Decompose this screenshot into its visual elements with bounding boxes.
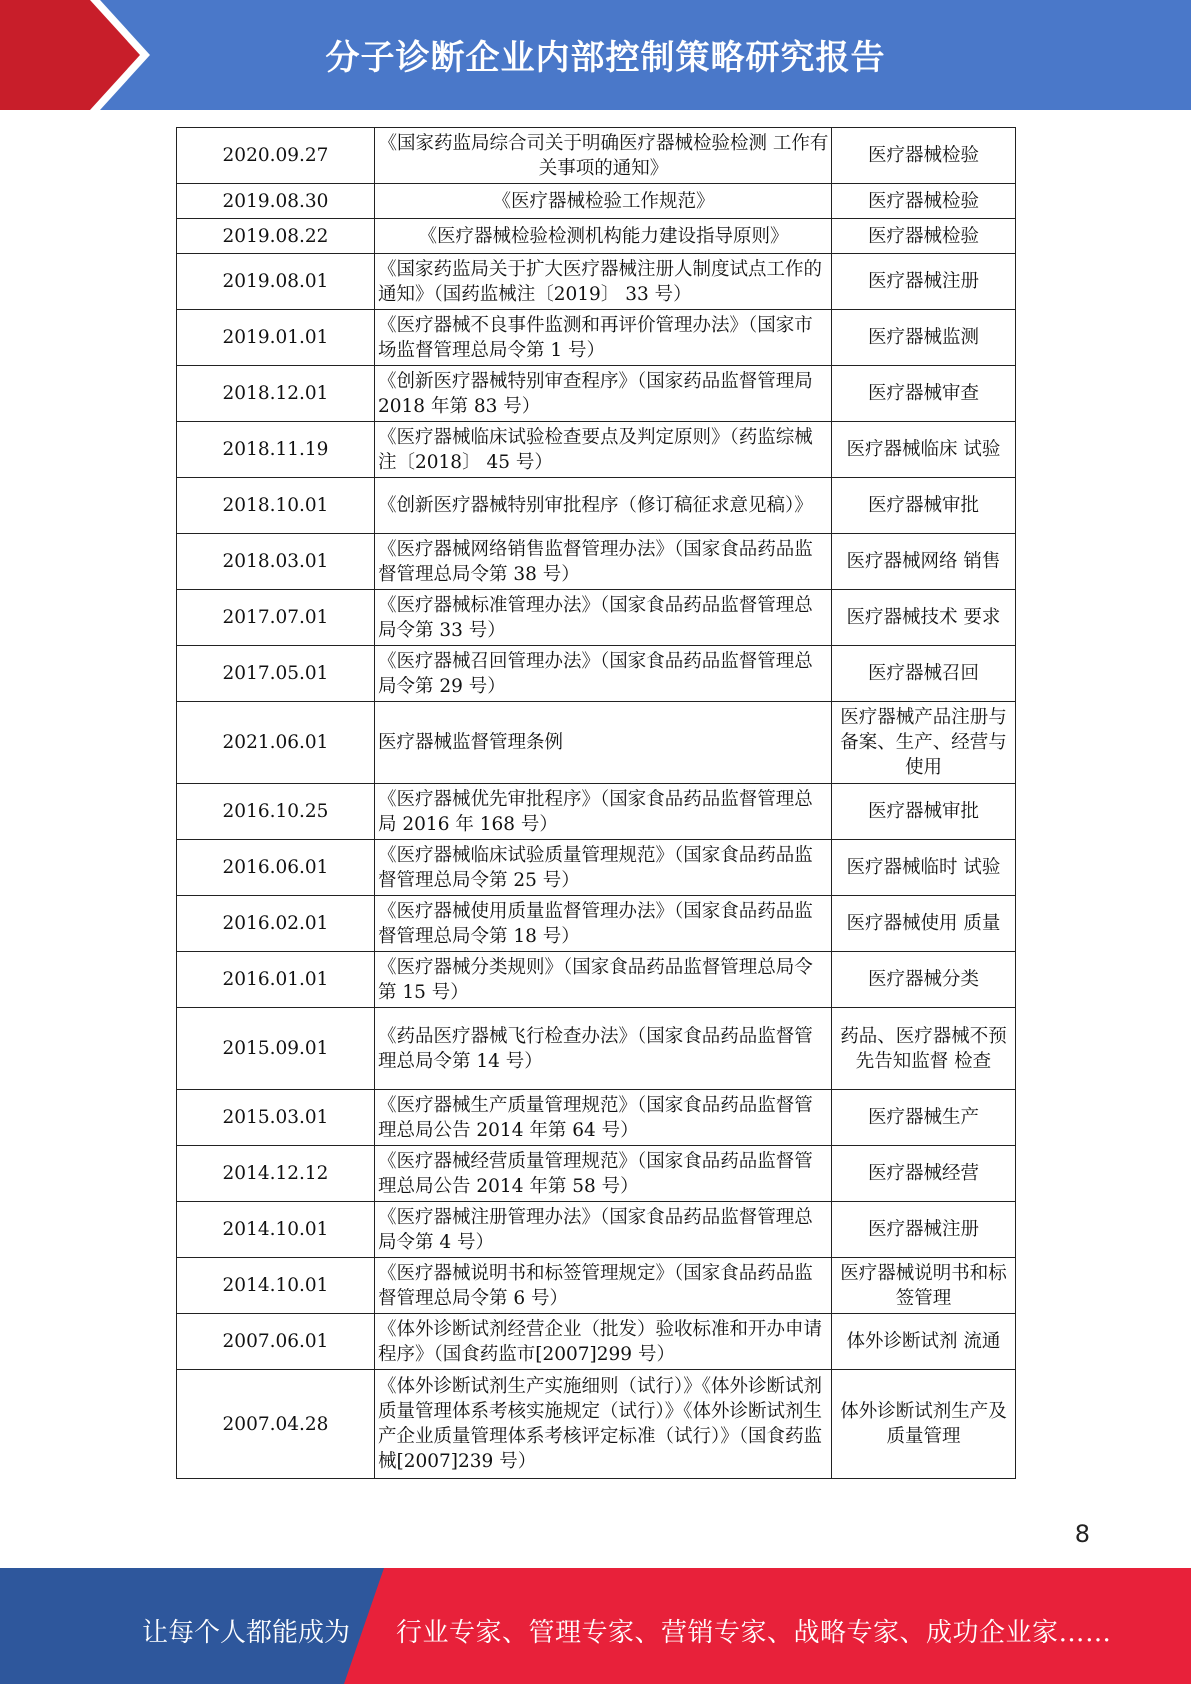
title-cell: 《体外诊断试剂经营企业（批发）验收标准和开办申请程序》（国食药监市[2007]299 号） [375,1314,832,1370]
date-cell: 2007.04.28 [177,1370,375,1479]
table-row [177,128,1016,184]
date-cell: 2016.06.01 [177,840,375,896]
category-cell: 医疗器械技术 要求 [832,590,1016,646]
table-row [177,254,1016,310]
title-cell: 《医疗器械临床试验检查要点及判定原则》（药监综械注〔2018〕 45 号） [375,422,832,478]
category-cell: 医疗器械说明书和标签管理 [832,1258,1016,1314]
table-row [177,952,1016,1008]
title-cell: 《医疗器械注册管理办法》（国家食品药品监督管理总局令第 4 号） [375,1202,832,1258]
category-cell: 医疗器械检验 [832,128,1016,184]
title-cell: 《创新医疗器械特别审查程序》（国家药品监督管理局 2018 年第 83 号） [375,366,832,422]
category-cell: 医疗器械使用 质量 [832,896,1016,952]
table-row [177,1258,1016,1314]
table-row [177,310,1016,366]
date-cell: 2015.03.01 [177,1090,375,1146]
date-cell: 2021.06.01 [177,702,375,784]
table-row [177,784,1016,840]
category-cell: 医疗器械临时 试验 [832,840,1016,896]
date-cell: 2017.07.01 [177,590,375,646]
title-cell: 《医疗器械召回管理办法》（国家食品药品监督管理总局令第 29 号） [375,646,832,702]
table-row [177,896,1016,952]
date-cell: 2018.10.01 [177,478,375,534]
table-row [177,840,1016,896]
title-cell: 《国家药监局综合司关于明确医疗器械检验检测 工作有关事项的通知》 [375,128,832,184]
title-cell: 《医疗器械临床试验质量管理规范》（国家食品药品监督管理总局令第 25 号） [375,840,832,896]
title-cell: 《医疗器械优先审批程序》（国家食品药品监督管理总局 2016 年 168 号） [375,784,832,840]
title-cell: 《医疗器械经营质量管理规范》（国家食品药品监督管理总局公告 2014 年第 58 号） [375,1146,832,1202]
category-cell: 医疗器械临床 试验 [832,422,1016,478]
date-cell: 2019.01.01 [177,310,375,366]
category-cell: 医疗器械审批 [832,784,1016,840]
date-cell: 2016.02.01 [177,896,375,952]
category-cell: 医疗器械生产 [832,1090,1016,1146]
date-cell: 2016.01.01 [177,952,375,1008]
table-row [177,366,1016,422]
page-header [0,0,1191,110]
title-cell: 医疗器械监督管理条例 [375,702,832,784]
date-cell: 2007.06.01 [177,1314,375,1370]
page-number: 8 [1074,1520,1090,1548]
category-cell: 医疗器械监测 [832,310,1016,366]
date-cell: 2018.12.01 [177,366,375,422]
table-row [177,1202,1016,1258]
title-cell: 《医疗器械分类规则》（国家食品药品监督管理总局令第 15 号） [375,952,832,1008]
date-cell: 2014.10.01 [177,1202,375,1258]
date-cell: 2016.10.25 [177,784,375,840]
title-cell: 《医疗器械检验工作规范》 [375,184,832,219]
page-title: 分子诊断企业内部控制策略研究报告 [325,38,886,78]
category-cell: 医疗器械注册 [832,1202,1016,1258]
title-cell: 《医疗器械生产质量管理规范》（国家食品药品监督管理总局公告 2014 年第 64 号） [375,1090,832,1146]
date-cell: 2014.10.01 [177,1258,375,1314]
table-row [177,1314,1016,1370]
date-cell: 2019.08.30 [177,184,375,219]
table-row [177,590,1016,646]
footer-slogan-left: 让每个人都能成为 [142,1618,351,1648]
date-cell: 2020.09.27 [177,128,375,184]
category-cell: 医疗器械分类 [832,952,1016,1008]
category-cell: 医疗器械审查 [832,366,1016,422]
date-cell: 2019.08.22 [177,219,375,254]
table-row [177,478,1016,534]
category-cell: 医疗器械注册 [832,254,1016,310]
table-row [177,534,1016,590]
title-cell: 《医疗器械标准管理办法》（国家食品药品监督管理总局令第 33 号） [375,590,832,646]
table-row [177,1370,1016,1479]
date-cell: 2018.11.19 [177,422,375,478]
date-cell: 2015.09.01 [177,1008,375,1090]
table-row [177,1008,1016,1090]
category-cell: 体外诊断试剂 流通 [832,1314,1016,1370]
date-cell: 2019.08.01 [177,254,375,310]
category-cell: 药品、医疗器械不预先告知监督 检查 [832,1008,1016,1090]
category-cell: 医疗器械检验 [832,184,1016,219]
table-row [177,1146,1016,1202]
title-cell: 《医疗器械网络销售监督管理办法》（国家食品药品监督管理总局令第 38 号） [375,534,832,590]
title-cell: 《医疗器械检验检测机构能力建设指导原则》 [375,219,832,254]
title-cell: 《药品医疗器械飞行检查办法》（国家食品药品监督管理总局令第 14 号） [375,1008,832,1090]
page-footer [0,1568,1191,1684]
regulation-table [176,127,1016,1479]
category-cell: 医疗器械产品注册与备案、生产、经营与使用 [832,702,1016,784]
category-cell: 医疗器械经营 [832,1146,1016,1202]
category-cell: 医疗器械召回 [832,646,1016,702]
title-cell: 《体外诊断试剂生产实施细则（试行）》《体外诊断试剂质量管理体系考核实施规定（试行）》《体外诊断试剂生产企业质量管理体系考核评定标准（试行）》（国食药监械[2007]239 号） [375,1370,832,1479]
title-cell: 《国家药监局关于扩大医疗器械注册人制度试点工作的通知》（国药监械注〔2019〕 33 号） [375,254,832,310]
table-row [177,422,1016,478]
title-cell: 《创新医疗器械特别审批程序（修订稿征求意见稿）》 [375,478,832,534]
date-cell: 2017.05.01 [177,646,375,702]
footer-slogan-right: 行业专家、管理专家、营销专家、战略专家、成功企业家…… [396,1618,1112,1648]
category-cell: 医疗器械检验 [832,219,1016,254]
table-row [177,646,1016,702]
title-cell: 《医疗器械使用质量监督管理办法》（国家食品药品监督管理总局令第 18 号） [375,896,832,952]
category-cell: 体外诊断试剂生产及质量管理 [832,1370,1016,1479]
date-cell: 2018.03.01 [177,534,375,590]
table-row [177,1090,1016,1146]
table-row [177,702,1016,784]
table-row [177,219,1016,254]
table-row [177,184,1016,219]
date-cell: 2014.12.12 [177,1146,375,1202]
category-cell: 医疗器械审批 [832,478,1016,534]
category-cell: 医疗器械网络 销售 [832,534,1016,590]
title-cell: 《医疗器械说明书和标签管理规定》（国家食品药品监督管理总局令第 6 号） [375,1258,832,1314]
title-cell: 《医疗器械不良事件监测和再评价管理办法》（国家市场监督管理总局令第 1 号） [375,310,832,366]
